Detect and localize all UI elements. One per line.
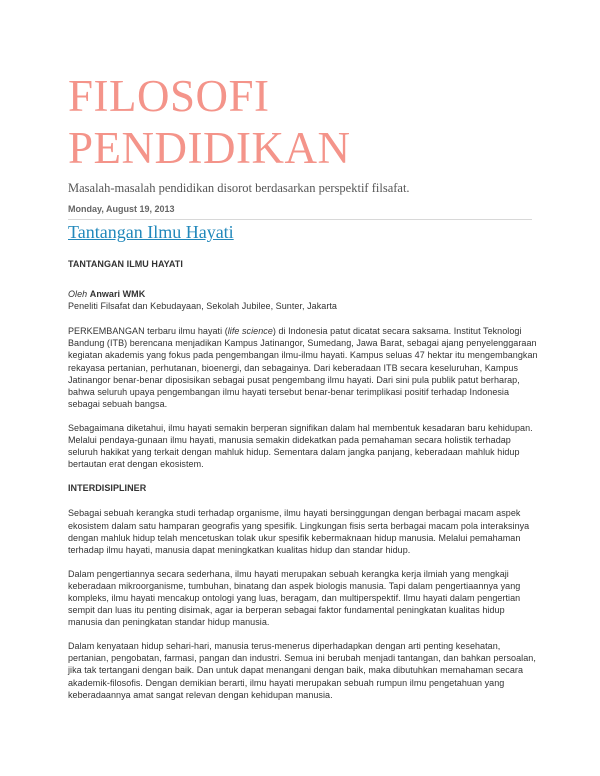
blog-description: Masalah-masalah pendidikan disorot berdasarkan perspektif filsafat. [68,181,410,195]
blog-title [68,70,538,174]
italic-term: life science [227,326,273,337]
date-divider [68,219,532,220]
byline [68,288,540,300]
paragraph-2: Sebagaimana diketahui, ilmu hayati semakin berperan signifikan dalam hal membentuk kesadaran baru kehidupan. Melalui pendaya-gunaan ilmu hayati, manusia semakin didekatkan pada pemahaman secara holistik terhadap seluruh hakikat yang terkait dengan mahluk hidup. Sementara dalam jangka panjang, keberadaan mahluk hidup bertautan erat dengan ekosistem. [68,422,533,470]
blog-title-line2: PENDIDIKAN [68,123,351,173]
byline-prefix: Oleh [68,289,88,300]
post-body [68,258,540,701]
post-date: Monday, August 19, 2013 [68,204,175,214]
section-heading: INTERDISIPLINER [68,483,147,494]
paragraph-5: Dalam kenyataan hidup sehari-hari, manusia terus-menerus diperhadapkan dengan arti penting kesehatan, pertanian, pengobatan, farmasi, pangan dan industri. Semua ini berubah menjadi tantangan, dan bahkan persoalan, jika tak tertangani dengan baik. Dan untuk dapat menangani dengan baik, maka dibutuhkan memahaman secara akademik-filosofis. Dengan demikian berarti, ilmu hayati merupakan sebuah rumpun ilmu pengetahuan yang keberadaannya amat sangat relevan dengan kehidupan manusia. [68,641,536,700]
paragraph-4: Dalam pengertiannya secara sederhana, ilmu hayati merupakan sebuah kerangka kerja ilmiah yang mengkaji keberadaan mikroorganisme, tumbuhan, binatang dan aspek biologis manusia. Tapi dalam pengertiaannya yang kompleks, ilmu hayati mencakup ontologi yang luas, beragam, dan multiperspektif. Ilmu hayati dalam pengertian sempit dan luas itu penting disimak, agar ia berperan sebagai faktor fundamental peningkatan kualitas hidup manusia dan peningkatan standar hidup manusia. [68,568,521,628]
post-heading: TANTANGAN ILMU HAYATI [68,259,183,269]
author-affiliation: Peneliti Filsafat dan Kebudayaan, Sekolah Jubilee, Sunter, Jakarta [68,301,337,312]
post-title-link[interactable]: Tantangan Ilmu Hayati [68,222,234,242]
paragraph-1: PERKEMBANGAN terbaru ilmu hayati (life science) di Indonesia patut dicatat secara saksama. Institut Teknologi Bandung (ITB) berencana menjadikan Kampus Jatinangor, Sumedang, Jawa Barat, sebagai ajang penyelenggaraan kegiatan akademis yang fokus pada pengembangan ilmu-ilmu hayati. Kampus seluas 47 hektar itu mengembangkan rekayasa pertanian, perhutanan, bioenergi, dan sebagainya. Dari keberadaan ITB secara keseluruhan, Kampus Jatinangor benar-benar diposisikan sebagai pusat pengembang ilmu hayati. Dari sini pula publik patut berharap, bahwa seluruh upaya pengembangan ilmu hayati tersebut benar-benar terimplikasi positif terhadap Indonesia sebagai sebuah bangsa. [68,326,538,409]
author-name: Anwari WMK [89,289,146,300]
paragraph-3: Sebagai sebuah kerangka studi terhadap organisme, ilmu hayati bersinggungan dengan berbagai macam aspek ekosistem dalam satu hamparan geografis yang spesifik. Lingkungan fisis serta berbagai macam pola interaksinya dengan mahluk hidup telah mencetuskan tolak ukur spesifik kebermaknaan hidup manusia. Melalui pemahaman terhadap ilmu hayati, manusia dapat meningkatkan kualitas hidup dan standar hidup. [68,508,530,555]
blog-title-line1: FILOSOFI [68,71,270,121]
